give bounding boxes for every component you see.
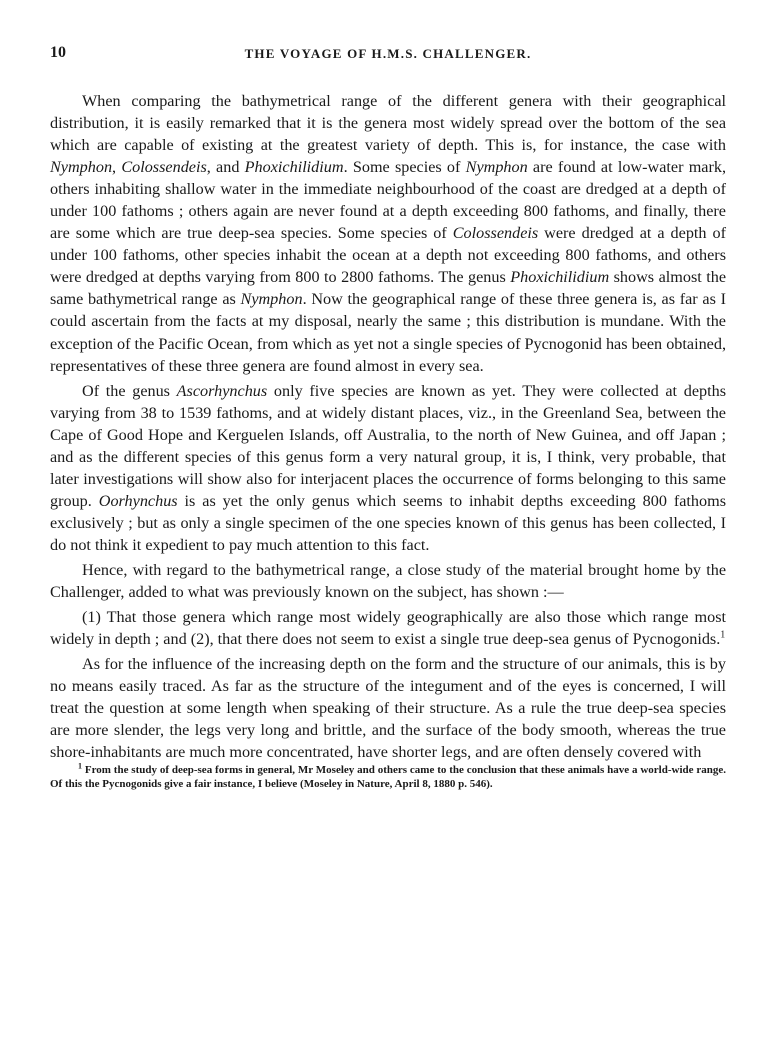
text-run: When comparing the bathymetrical range of the different genera with their geographical distribution, it is easily remarked that it is the genera most widely spread over the bottom of the sea which are capable of existing at the greatest variety of depth. This is, for instance, the case with [50, 92, 726, 155]
running-head: THE VOYAGE OF H.M.S. CHALLENGER. [244, 46, 532, 61]
genus-name: Nymphon [50, 158, 113, 177]
page-header [50, 44, 726, 66]
text-run: Of the genus [82, 381, 177, 400]
genus-name: Nymphon [240, 290, 303, 309]
text-run: , [112, 158, 122, 177]
document-page [50, 44, 726, 791]
footnote-1 [50, 761, 726, 791]
text-run: only five species are known as yet. They were collected at depths varying from 38 to 1539 fathoms, and at widely distant places, viz., in the Greenland Sea, between the Cape of Good Hope and Kerguelen Islands, off Australia, to the north of New Guinea, and off Japan ; and as the different species of this genus form a very natural group, it is, I think, very probable, that later investigations will show also for interjacent places the occurrence of forms belonging to this same group. [50, 381, 726, 510]
text-run: shows almost the same bathymetrical range as [50, 268, 727, 309]
text-run: are found at low-water mark, others inhabiting shallow water in the immediate neighbourhood of the coast are dredged at a depth of under 100 fathoms ; others again are never found at a depth exceeding 800 fathoms, and finally, there are some which are true deep-sea species. Some species of [50, 158, 727, 243]
paragraph-1 [50, 90, 726, 377]
text-run: . Some species of [343, 158, 466, 177]
genus-name: Nymphon [465, 158, 528, 177]
paragraph-4 [50, 606, 726, 650]
footnote-text: From the study of deep-sea forms in general, Mr Moseley and others came to the conclusion that these animals have a world-wide range. Of this the Pycnogonids give a fair instance, I believe (Moseley in Nature, April 8, 1880 p. 546). [50, 764, 726, 790]
footnote-marker: 1 [78, 761, 82, 771]
text-run: were dredged at a depth of under 100 fathoms, other species inhabit the ocean at a depth not exceeding 800 fathoms, and others were dredged at depths varying from 800 to 2800 fathoms. The genus [50, 224, 726, 287]
body-text [50, 90, 726, 763]
text-run: (1) That those genera which range most widely geographically are also those which range most widely in depth ; and (2), that there does not seem to exist a single true deep-sea genus of Pycnogonids. [50, 608, 726, 649]
paragraph-5: As for the influence of the increasing depth on the form and the structure of our animals, this is by no means easily traced. As far as the structure of the integument and of the eyes is concerned, I will treat the question at some length when speaking of their structure. As a rule the true deep-sea species are more slender, the legs very long and brittle, and the surface of the body smooth, whereas the true shore-inhabitants are much more concentrated, have shorter legs, and are often densely covered with [50, 655, 726, 762]
genus-name: Colossendeis [121, 158, 207, 177]
footnote [50, 761, 726, 791]
text-run: . Now the geographical range of these three genera is, as far as I could ascertain from the facts at my disposal, nearly the same ; this distribution is mundane. With the exception of the Pacific Ocean, from which as yet not a single species of Pycnogonid has been obtained, representatives of these three genera are found almost in every sea. [50, 290, 726, 375]
page-number: 10 [50, 44, 66, 61]
paragraph-3: Hence, with regard to the bathymetrical range, a close study of the material brought home by the Challenger, added to what was previously known on the subject, has shown :— [50, 560, 726, 602]
genus-name: Phoxichilidium [510, 268, 610, 287]
text-run: , and [206, 158, 245, 177]
text-run: is as yet the only genus which seems to inhabit depths exceeding 800 fathoms exclusively ; but as only a single specimen of the one species known of this genus has been collected, I do not think it expedient to pay much attention to this fact. [50, 491, 726, 554]
genus-name: Colossendeis [452, 224, 539, 243]
genus-name: Ascorhynchus [176, 381, 268, 400]
genus-name: Oorhynchus [98, 491, 178, 510]
genus-name: Phoxichilidium [244, 158, 344, 177]
paragraph-2 [50, 380, 726, 556]
footnote-reference[interactable]: 1 [720, 629, 726, 641]
